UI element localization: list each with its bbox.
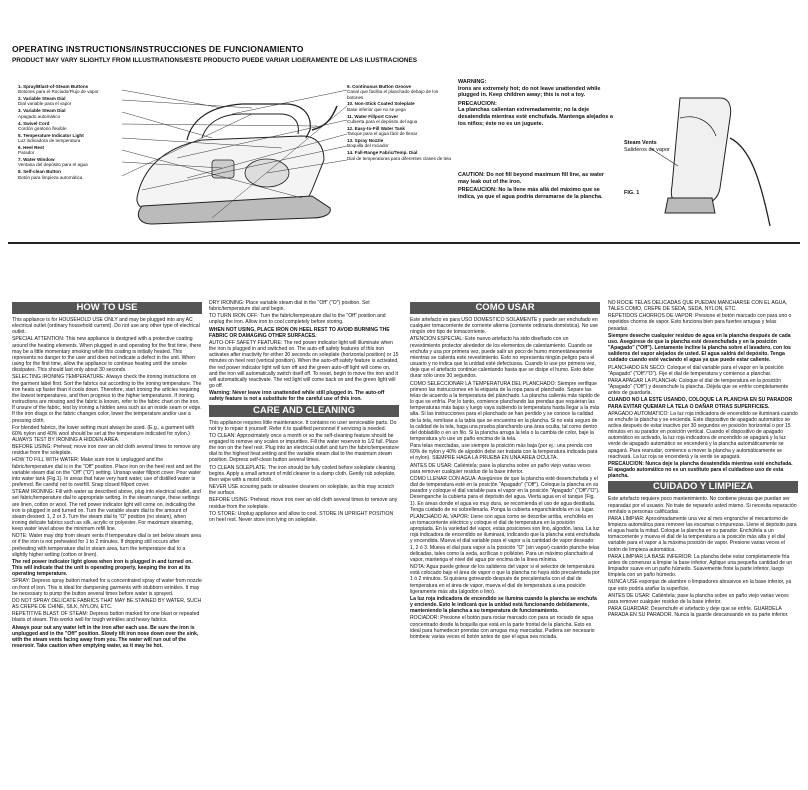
paragraph: COMO SELECCIONAR LA TEMPERATURA DEL PLANCHADO: Siempre verifique primero las instrucciones en la etiqueta de la ropa para el planchado. Separe las telas de acuerdo a la temperatura del planchado. La plancha calienta más rápido de lo que se enfría. Por lo tanto, comience planchando las prendas que requieran las temperaturas más bajas y luego vaya subiendo la temperatura hasta llegar a la más alta. Si las instrucciones para el planchado se han perdido y se conoce la calidad de la tela, remítase a la tabla que se encuentra en la plancha. Si no está seguro de la calidad de la tela, haga una prueba planchando una área oculta, tal como dentro del dobladillo o en un filo. Si la plancha arruga la tela o la cambia de color, baje la temperatura y/o use un paño encima de la tela.	[410, 380, 600, 442]
warning-es-heading: PRECAUCION:	[458, 100, 497, 107]
part-label: 8. Self-clean Button Botón para limpieza automática	[18, 169, 83, 180]
section-heading-como-usar: COMO USAR	[410, 302, 600, 314]
paragraph: NEVER USE scouring pads or abrasive cleaners on soleplate, as this may scratch the surface.	[209, 484, 395, 497]
section-heading-how-to-use: HOW TO USE	[12, 302, 202, 314]
paragraph: AUTO-OFF SAFETY FEATURE: The red power indicator light will illuminate when the iron is plugged in and switched on. The auto-off safety features of this iron activates after inactivity for either 30 seconds on soleplate (horizontal position) or 15 minutes on heel rest (vertical position). When the auto-off safety feature is activated, the red power indicator light will turn off and the green auto-off light will come on, and the iron will automatically switch itself off. To reset, begin to move the iron and it will automatically reactivate. The red light will come back on and the green light will go off.	[209, 339, 399, 390]
part-label: 12. Easy-to-Fill Water Tank Tanque para el agua fácil de llenar	[347, 125, 418, 137]
part-label: 13. Spray Nozzle Boquilla del rociador	[347, 138, 389, 149]
paragraph: NO ROCIE TELAS DELICADAS QUE PUEDAN MANCHARSE CON EL AGUA, TALES COMO, CREPE DE SEDA, SEDA, NYLON, ETC.	[608, 300, 788, 313]
fig1-illustration	[620, 78, 796, 236]
care-cleaning-column	[209, 300, 399, 788]
paragraph: COMO LLENAR CON AGUA: Asegúrese de que la plancha esté desenchufada y el dial de temperatura esté en la posición "Apagado" ("Off"). Coloque la plancha en su parador y coloque el dial variable para el vapor en la posición "Apagado" ("Off"/"O"). Desenganche la cubierta para el depósito del agua. Vierta agua en el tanque (Fig. 1). En áreas donde el agua es muy dura, se recomienda el uso de agua destilada. Tenga cuidado de no sobrellenarla. Ponga la cubierta enganchándola en su lugar.	[410, 475, 600, 513]
part-label: 3. Variable Steam Dial Apagado automático	[18, 108, 66, 119]
paragraph: PLANCHADO EN SECO: Coloque el dial variable para el vapor en la posición "Apagado" ("Off"/"O"). Fije el dial de temperatura y comience a planchar.	[608, 364, 784, 377]
como-usar-column	[410, 300, 600, 788]
part-label: 2. Variable Steam Dial Dial variable para el vapor	[18, 96, 72, 107]
paragraph: PLANCHADO AL VAPOR: Llene con agua como se describe arriba, enchúfela en un tomacorriente eléctrico y coloque el dial de temperatura en la posición apropiada. En la variedad del vapor, estas posiciones son lino, algodón, lana. La luz roja indicadora de encendido se iluminará, indicando que la plancha está enchufada y encendida. Mueva el dial variable para el vapor a la cantidad de vapor deseado: 1, 2 ó 3. Mueva el dial para vapor a la posición "O" (sin vapor) cuando planche telas delicadas, tales como la seda, acrílicas o poliéster. Para un máximo planchado al vapor, mantenga el nivel del agua por encima de la línea mínima.	[410, 513, 600, 563]
paragraph: ATENCION ESPECIAL: Este nuevo artefacto ha sido diseñado con un revestimiento protector alrededor de los elementos de calentamiento. Cuando se enchufa y usa por primera vez, puede salir un poco de humo momentáneamente mientras se calienta este revestimiento. Esto no representa ningún peligro para el usuario y no indica que la unidad esté defectuosa. Cuando lo use por primera vez, deje que el artefacto continúe calentando hasta que se disipe el humo. Esto debe durar sólo unos 30 segundos.	[410, 336, 596, 380]
paragraph: HOW TO FILL WITH WATER: Make sure iron is unplugged and the fabric/temperature dial is in the "Off" position. Place iron on the heel rest and set the variable steam dial on the "Off" ("O") setting. Unsnap water fillport cover. Pour water into water tank (Fig.1). In areas that have very hard water, use of distilled water is preferred. Be careful not to overfill. Snap closed fillport cover.	[12, 457, 201, 489]
page-title: OPERATING INSTRUCTIONS/INSTRUCCIONES DE FUNCIONAMIENTO	[12, 44, 304, 54]
paragraph: STEAM IRONING: Fill with water as described above, plug into electrical outlet, and set fabric/temperature dial to appropriate setting. In the steam range, these settings are linen, cotton or wool. The red power indicator light will come on, indicating the iron is plugged in and turned on. Turn the variable steam dial to the amount of steam desired: 1, 2 or 3. Turn the steam dial to "O" position (no steam), when ironing delicate fabrics such as silk, acrylic or polyester. For maximum steaming, keep water level above the minimum refill line.	[12, 489, 201, 533]
paragraph: DO NOT SPRAY DELICATE FABRICS THAT MAY BE STAINED BY WATER, SUCH AS CREPE DE CHINE, SILK, NYLON, ETC.	[12, 597, 202, 611]
caution-text: CAUTION: Do not fill beyond maximum fill line, as water may leak out of the iron.	[458, 172, 605, 185]
how-to-use-column	[12, 300, 202, 788]
warning-text: Irons are extremely hot; do not leave unattended while plugged in. Keep children away; this is not a toy.	[458, 85, 601, 99]
iron-upright-drawing	[620, 78, 796, 236]
paragraph: ANTES DE USAR: Caliéntela; pase la plancha sobre un paño viejo varias veces para remover cualquier residuo de la base inferior.	[410, 462, 591, 475]
divider	[8, 242, 800, 244]
part-label: 4. Swivel Cord Cordón giratorio flexible	[18, 120, 67, 131]
paragraph: Siempre deseche cualquier residuo de agua en la plancha después de cada uso. Asegúrese de que la plancha esté desenchufada y en la posición "Apagado" ("Off"). Lentamente incline la plancha sobre el lavadero, con los salideros del vapor alejados de usted. El agua saldrá del depósito. Tenga cuidado cuando esté vaciando el agua ya que puede estar caliente.	[608, 332, 791, 364]
iron-parts-diagram	[12, 78, 450, 236]
paragraph: TO CLEAN SOLEPLATE: The iron should be fully cooled before soleplate cleaning begins. Apply a small amount of mild cleaner to a damp cloth. Gently rub soleplate, then wipe with a moist cloth.	[209, 464, 396, 483]
paragraph: SPECIAL ATTENTION: This new appliance is designed with a protective coating around the heating elements. When plugged in and operating for the first time, there may be a little momentary smoking while this coating is initially heated. This represents no danger to the user and does not indicate a defect in the unit. When using for the first time, allow the appliance to continue heating until the smoke dissipates. This should last only about 30 seconds.	[12, 336, 202, 374]
paragraph: NOTE: Water may drip from steam vents if temperature dial is set below steam area or if the iron is not preheated for 1 to 2 minutes. If dripping still occurs after preheating with temperature dial in steam area, turn the temperature dial to a slightly higher setting (cotton or linen).	[12, 533, 201, 558]
paragraph: ANTES DE USAR: Caliéntela; pase la plancha sobre un paño viejo varias veces para remover cualquier residuo de la base inferior.	[608, 592, 789, 605]
part-label: 9. Continuous Button Groove Canal que facilita el planchado debajo de los botones	[347, 84, 439, 100]
paragraph: PARA LIMPIAR: Aproximadamente una vez al mes engranche el mecanismo de limpieza automática para remover las escamas o impurezas. Llene el depósito para el agua hasta la mitad. Coloque la plancha en su parador. Enchúfela a un tomacorriente y mueva el dial de la temperatura a la posición más alta y el dial variable para el vapor a la máxima posición de vapor. Presione varias veces el botón de limpieza automática.	[608, 515, 797, 553]
paragraph: This appliance requires little maintenance. It contains no user serviceable parts. Do not try to repair it yourself. Refer it to qualified personnel if servicing is needed.	[209, 419, 397, 432]
warning-es-text: La planchas calientan extremadamente; no la deje desatendida mientras esté enchufada. Mantenga alejados a los niños; éste no es un juguete.	[458, 107, 613, 127]
paragraph: BEFORE USING: Preheat; move iron over an old cloth several times to remove any residue from the soleplate.	[209, 497, 398, 510]
part-label: 14. Fall-Range Fabric/Temp. Dial Dial de temperaturas para diferentes clases de tela	[347, 150, 451, 161]
warning-heading: WARNING:	[458, 79, 487, 85]
paragraph: WHEN NOT USING, PLACE IRON ON HEEL REST TO AVOID BURNING THE FABRIC OR DAMAGING OTHER SURFACES.	[209, 326, 390, 339]
paragraph: PARA LIMPIAR LA BASE INFERIOR: La plancha debe estar completamente fría antes de comenzar a limpiar la base inferior. Aplique una pequeña cantidad de un limpiador suave en un paño húmedo. Suavemente frote la parte inferior, luego límpiela con un paño húmedo.	[608, 553, 793, 579]
section-heading-cuidado-limpieza: CUIDADO Y LIMPIEZA	[608, 481, 798, 493]
page-subtitle: PRODUCT MAY VARY SLIGHTLY FROM ILLUSTRATIONS/ESTE PRODUCTO PUEDE VARIAR LIGERAMENTE DE LAS ILUSTRACIONES	[12, 57, 418, 64]
paragraph: Este artefacto requiere poco mantenimiento. No contiene piezas que puedan ser reparadas por el usuario. No trate de repararlo usted mismo. Si necesita reparación remítalo a personas calificadas.	[608, 496, 797, 515]
part-label: 5. Temperature Indicator Light Luz indicadora de temperatura	[18, 132, 84, 144]
fig1-label: FIG. 1	[624, 190, 640, 196]
part-label: 6. Heel Rest Parador	[18, 144, 45, 156]
paragraph: PRECAUCION: Nunca deje la plancha desatendida mientras esté enchufada. El apagado automático no es un sustituto para el cuidadoso uso de esta plancha.	[608, 460, 793, 480]
paragraph: NUNCA USE esponjas de alambre o limpiadores abrasivos en la base inferior, ya que esto podría arañar la superficie.	[608, 579, 792, 592]
paragraph: BEFORE USING: Preheat; move iron over an old cloth several times to remove any residue from the soleplate.	[12, 444, 201, 457]
paragraph: TO STORE: Unplug appliance and allow to cool. STORE IN UPRIGHT POSITION on heel rest. Never store iron lying on soleplate.	[209, 510, 394, 523]
part-label: 1. Spray/Blast-of-Steam Buttons Botones para el Rociado/Flujo de vapor	[18, 84, 99, 95]
paragraph: REPETIDOS CHORROS DE VAPOR: Presione el botón marcado con para uno o repetidos chorros de vapor. Esto funciona bien para fuertes arrugas y telas pesadas.	[608, 313, 792, 332]
paragraph: CUANDO NO LA ESTE USANDO, COLOQUE LA PLANCHA EN SU PARADOR PARA EVITAR QUEMAR LA TELA O DAÑAR OTRAS SUPERFICIES.	[608, 397, 793, 410]
caution-es-text: PRECAUCION: No la llene más allá del máximo que se indica, ya que el agua podría derramarse de la plancha.	[458, 187, 603, 200]
paragraph: APAGADO AUTOMATICO: La luz roja indicadora de encendido se iluminará cuando se enchufe la plancha y se encienda. Este dispositivo de apagado automático se activa después de estar inactivo por 30 segundos en posición horizontal o por 15 minutos en su parador en posición vertical. Cuando el dispositivo de apagado automático es activado, la luz roja indicadora de encendido se apagará y la luz verde de apagado automático se encenderá y la plancha automáticamente se apagará. Para reanudar, comience a mover la plancha y automáticamente se reactivará. La luz roja se encenderá y la verde se apagará.	[608, 410, 798, 460]
caution-block	[458, 172, 613, 200]
warning-block	[458, 79, 613, 127]
paragraph: This appliance is for HOUSEHOLD USE ONLY and may be plugged into any AC electrical outlet (ordinary household current). Do not use any other type of electrical outlet.	[12, 317, 200, 336]
paragraph: DRY IRONING: Place variable steam dial in the "Off" ("O") position. Set fabric/temperature dial and begin.	[209, 300, 370, 313]
paragraph: Este artefacto es para USO DOMESTICO SOLAMENTE y puede ser enchufado en cualquier tomacorriente de corriente alterna (corriente ordinaria doméstica). No use ningún otro tipo de tomacorriente.	[410, 317, 598, 336]
parts-list-left	[18, 84, 128, 182]
part-label: 10. Non-Stick Coated Soleplate Base inferior que no se pega	[347, 101, 415, 112]
steam-vents-label: Steam Vents Salideros de vapor	[624, 140, 670, 153]
paragraph: Always pour out any water left in the iron after each use. Be sure the iron is unplugged and in the "Off" position. Slowly tilt iron nose down over the sink, with the steam vents facing away from you. The water will run out of the reservoir. Take caution when emptying water, as it may be hot.	[12, 624, 199, 649]
section-heading-care-cleaning: CARE AND CLEANING	[209, 405, 399, 417]
cuidado-limpieza-column	[608, 300, 798, 788]
paragraph: La luz roja indicadora de encendido se ilumina cuando la plancha se enchufa y enciende. Esto le indicará que la unidad está funcionando debidamente, manteniendo la plancha a su temperatura de funcionamiento.	[410, 595, 597, 615]
paragraph: SELECTING IRONING TEMPERATURE: Always check the ironing instructions on the garment label first. Sort the fabrics out according to the ironing temperature. The iron heats up faster than it cools down. Therefore, start ironing the articles requiring the lowest temperatures, and then progress to the higher temperatures. If ironing instructions are missing and the fabric is known, refer to the fabric chart on the iron. If unsure of the fabric, test by ironing a hidden area such as an inside seam or edge. If the iron drags or the fabric changes color, lower the temperature and/or use a pressing cloth.	[12, 374, 202, 424]
paragraph: SPRAY: Depress spray button marked for a concentrated spray of water from nozzle on front of iron. This is ideal for dampening garments with stubborn wrinkles. It may be necessary to pump the button several times before water is sprayed.	[12, 578, 202, 597]
paragraph: TO TURN IRON OFF: Turn the fabric/temperature dial to the "Off" position and unplug the iron. Allow iron to cool completely before storing.	[209, 313, 386, 326]
paragraph: The red power indicator light glows when iron is plugged in and turned on. This will indicate that the unit is operating properly, keeping the iron at its operating temperature.	[12, 558, 193, 578]
paragraph: For blended fabrics, the lower setting must always be used. (E.g., a garment with 60% nylon and 40% wool should be set at the temperature indicated for nylon.) ALWAYS TEST BY IRONING A HIDDEN AREA.	[12, 424, 195, 443]
paragraph: TO CLEAN: Approximately once a month or so the self-cleaning feature should be engaged to remove any scales or impurities. Fill the water reservoir to 1/2 full. Place the iron on the heel rest. Plug into an electrical outlet and turn the fabric/temperature dial to the highest heat setting and the variable steam dial to the maximum steam position. Depress self-clean button several times.	[209, 432, 399, 464]
paragraph: REPETITIVE BLAST OF STEAM: Depress button marked for one blast or repeated blasts of steam. This works well for tough wrinkles and heavy fabrics.	[12, 611, 200, 624]
part-label: 11. Water Fillport Cover Cubierta para el depósito del agua	[347, 113, 418, 124]
part-label: 7. Water Window Ventana del depósito para el agua	[18, 157, 88, 168]
paragraph: PARA APAGAR LA PLANCHA: Coloque el dial de temperatura en la posición "Apagado" ("Off") y desenchufe la plancha. Déjela que se enfríe completamente antes de guardarla.	[608, 377, 789, 397]
paragraph: ROCIADOR: Presione el botón para rociar marcado con para un rociado de agua concentrado desde la boquilla que está en la parte frontal de la plancha. Esto es ideal para humedecer prendas con arrugas muy marcadas. Pudiera ser necesario bombear varias veces el botón antes de que el agua sea rociada.	[410, 615, 595, 640]
paragraph: PARA GUARDAR: Desenchufe el artefacto y deje que se enfríe. GUARDELA PARADA EN SU PARADOR. Nunca la guarde descansando en su parte inferior.	[608, 606, 789, 619]
parts-list-right	[347, 84, 451, 162]
paragraph: Para telas mezcladas, use siempre la posición más baja (por ej.: una prenda con 60% de nylon y 40% de algodón debe ser tratada con la temperatura indicada para el nylon). SIEMPRE HAGA LA PRUEBA EN UNA AREA OCULTA.	[410, 443, 598, 462]
paragraph: NOTA: Agua puede gotear de los salideros del vapor si el selector de temperatura está colocado bajo el área de vapor o que la plancha no haya sido precalentada por 1 ó 2 minutos. Si quisiera gotreando después de precalentarla con el dial de temperatura en el área de vapor, mueva el dial de temperatura a una posición ligeramente más alta (algodón o lino).	[410, 564, 600, 595]
paragraph: Warning: Never leave iron unattended while still plugged in. The auto-off safety feature is not a substitute for the careful use of this iron.	[209, 390, 385, 403]
